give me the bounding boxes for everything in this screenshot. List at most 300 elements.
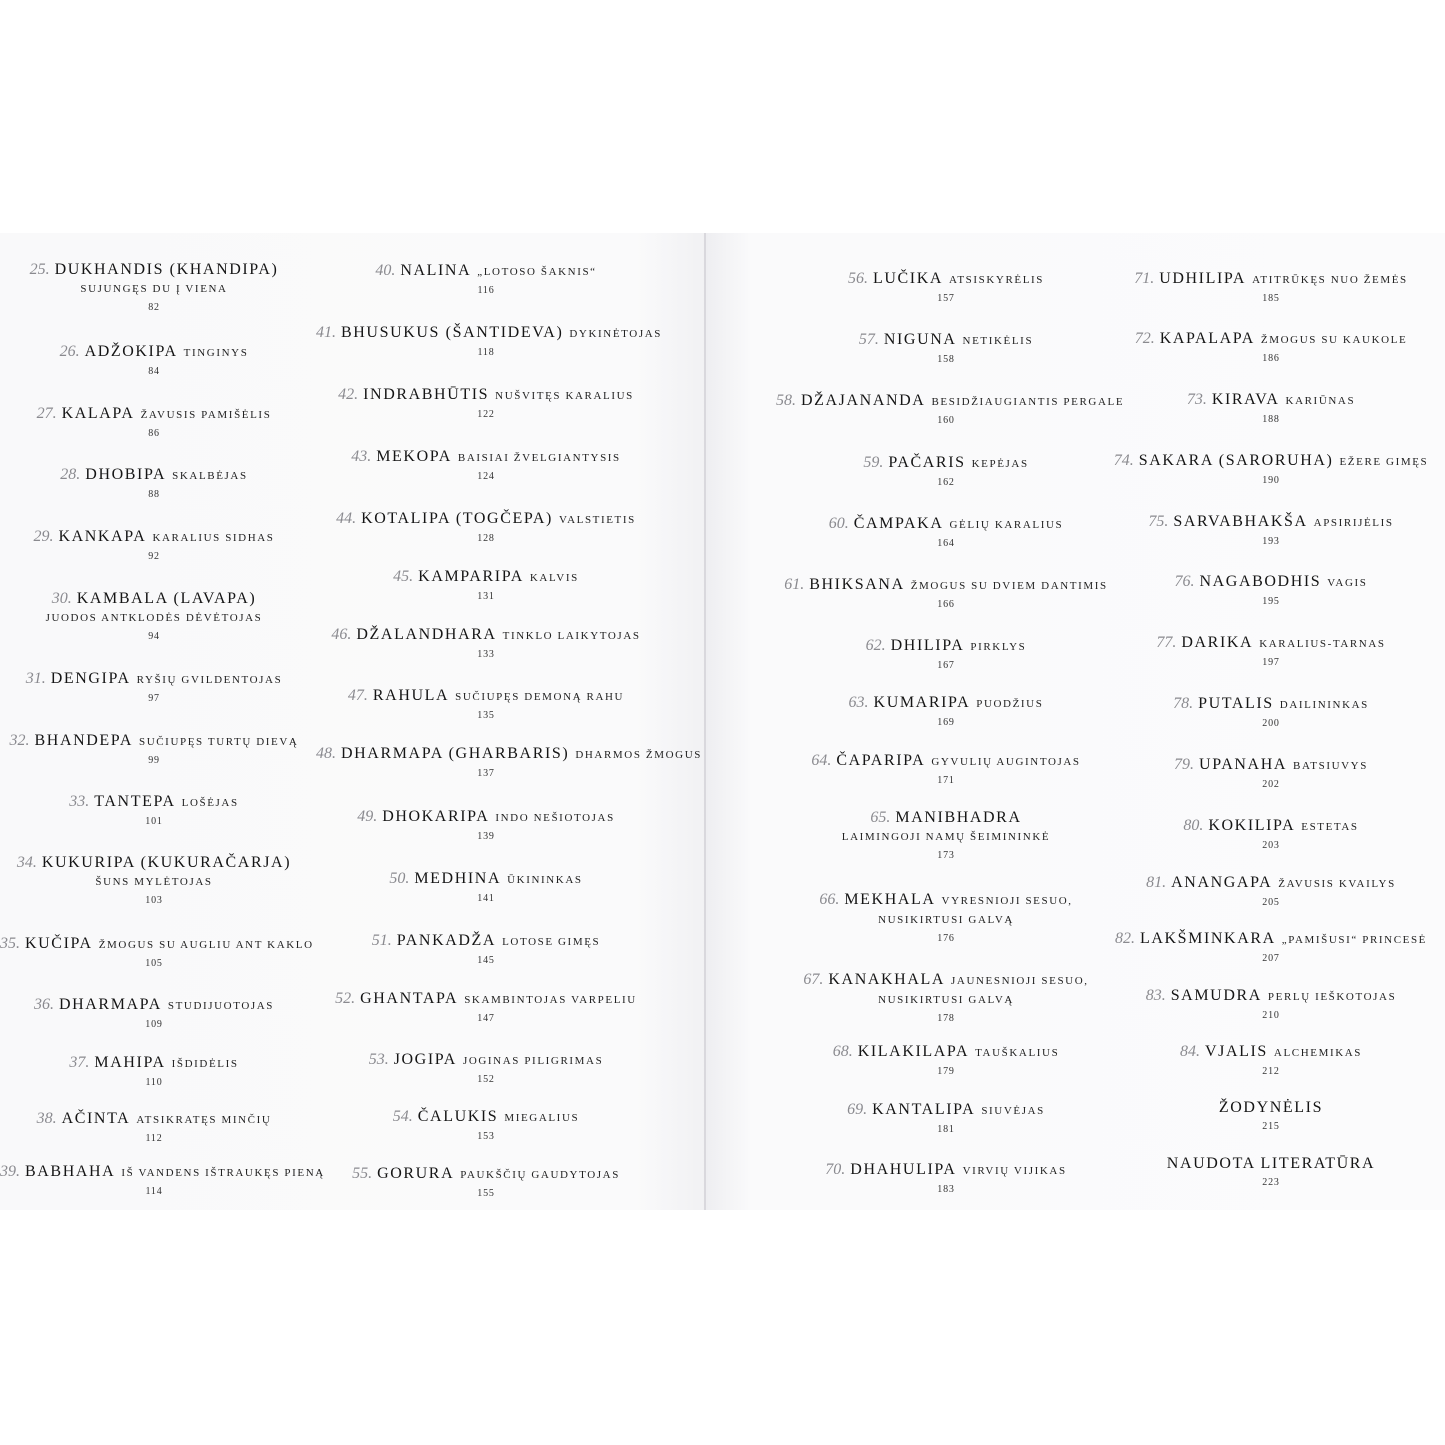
page-number: 207 [1262,953,1280,964]
name-epithet: ESTETAS [1301,821,1359,833]
mahasiddha-name: MEKOPA [376,448,452,465]
page-number: 164 [937,538,955,549]
name-epithet: LOŠĖJAS [181,797,239,809]
toc-entry [316,1049,656,1089]
chapter-number: 25. [29,261,50,278]
toc-entry [776,390,1125,430]
name-epithet: KALVIS [529,572,579,584]
toc-entry-title-line [316,446,656,468]
toc-entry [1106,872,1436,912]
chapter-number: 26. [59,343,80,360]
toc-entry [0,933,314,973]
toc-entry-title-line [316,1106,656,1128]
page-number: 212 [1262,1066,1280,1077]
chapter-number: 54. [392,1108,413,1125]
page-number: 112 [145,1133,163,1144]
name-epithet: STUDIJUOTOJAS [167,1000,275,1012]
toc-entry [776,750,1116,790]
toc-entry-title-line [776,969,1116,991]
mahasiddha-name: BABHAHA [25,1163,116,1180]
mahasiddha-name: BHUSUKUS (ŠANTIDEVA) [341,324,564,341]
chapter-number: 34. [16,854,37,871]
mahasiddha-name: BHANDEPA [34,732,133,749]
mahasiddha-name: NALINA [400,262,472,279]
page-number: 97 [148,693,160,704]
toc-entry-title-line [1106,1041,1436,1063]
mahasiddha-name: DHAHULIPA [850,1161,957,1178]
toc-entry-title-line [1106,450,1436,472]
mahasiddha-name: GORURA [377,1165,455,1182]
toc-entry-title-line [776,692,1116,714]
toc-entry [316,446,656,486]
toc-entry [316,322,662,362]
toc-entry [776,1041,1116,1081]
chapter-number: 69. [847,1101,868,1118]
mahasiddha-name: KAPALAPA [1159,330,1255,347]
toc-entry-title-line [0,526,308,548]
toc-entry [1106,389,1436,429]
toc-entry-title-line [776,1159,1116,1181]
name-epithet-continued: LAIMINGOJI NAMŲ ŠEIMININKĖ [841,831,1051,843]
mahasiddha-name: NAUDOTA LITERATŪRA [1166,1155,1376,1172]
toc-entry [776,635,1116,675]
toc-entry-title-line [316,384,656,406]
chapter-number: 43. [351,448,372,465]
mahasiddha-name: UPANAHA [1199,756,1288,773]
mahasiddha-name: DŽAJANANDA [801,392,926,409]
left-page [0,233,706,1210]
mahasiddha-name: ČAMPAKA [853,515,944,532]
page-number: 114 [145,1186,163,1197]
toc-entry-title-line [316,566,656,588]
mahasiddha-name: TANTEPA [94,793,176,810]
page-number: 84 [148,366,160,377]
chapter-number: 27. [36,405,57,422]
chapter-number: 72. [1134,330,1155,347]
chapter-number: 61. [784,576,805,593]
name-epithet: VAGIS [1327,577,1368,589]
toc-entry-title-line [776,452,1116,474]
mahasiddha-name: MAHIPA [94,1054,166,1071]
mahasiddha-name: ČAPARIPA [836,752,926,769]
page-number: 169 [937,717,955,728]
mahasiddha-name: KAMPARIPA [418,568,524,585]
toc-entry [0,403,308,443]
chapter-number: 74. [1113,452,1134,469]
name-epithet: JAUNESNIOJI SESUO, [951,975,1089,987]
toc-entry-title-line [0,791,308,813]
toc-entry-title-line [0,341,308,363]
toc-entry-title-line [776,268,1116,290]
name-epithet: GĖLIŲ KARALIUS [949,519,1064,531]
chapter-number: 59. [863,454,884,471]
toc-entry [0,852,308,910]
toc-entry [776,1099,1116,1139]
chapter-number: 83. [1145,987,1166,1004]
name-epithet: ALCHEMIKAS [1273,1047,1363,1059]
page-number: 158 [937,354,955,365]
chapter-number: 75. [1148,513,1169,530]
chapter-number: 81. [1146,874,1167,891]
name-epithet: IŠDIDĖLIS [171,1058,239,1070]
toc-entry [0,1052,308,1092]
name-epithet: PIRKLYS [970,641,1027,653]
page-number: 109 [145,1019,163,1030]
chapter-number: 30. [51,590,72,607]
mahasiddha-name: VJALIS [1204,1043,1268,1060]
chapter-number: 45. [393,568,414,585]
page-number: 116 [477,285,495,296]
chapter-number: 70. [825,1161,846,1178]
name-epithet: APSIRIJĖLIS [1313,517,1394,529]
page-number: 110 [145,1077,163,1088]
toc-entry-title-line [776,635,1116,657]
page-number: 157 [937,293,955,304]
toc-entry [776,268,1116,308]
toc-entry [0,526,308,566]
name-epithet: VYRESNIOJI SESUO, [941,895,1073,907]
toc-entry [776,807,1116,865]
mahasiddha-name: MANIBHADRA [895,809,1022,826]
chapter-number: 35. [0,935,20,952]
toc-entry [0,730,308,770]
page-number: 155 [477,1188,495,1199]
toc-entry-title-line [0,259,308,280]
mahasiddha-name: BHIKSANA [809,576,905,593]
page-number: 131 [477,591,495,602]
mahasiddha-name: LAKŠMINKARA [1139,930,1276,947]
mahasiddha-name: KANKAPA [58,528,147,545]
toc-entry-title-line [316,508,656,530]
page-number: 94 [148,631,160,642]
toc-column-2 [316,233,702,1210]
name-epithet: GYVULIŲ AUGINTOJAS [931,756,1081,768]
toc-entry-title-line [776,1041,1116,1063]
toc-entry-title-line [0,403,308,425]
mahasiddha-name: DHARMAPA (GHARBARIS) [341,745,570,762]
chapter-number: 44. [336,510,357,527]
toc-entry [316,868,656,908]
name-epithet: RYŠIŲ GVILDENTOJAS [136,674,283,686]
mahasiddha-name: MEDHINA [414,870,502,887]
toc-entry-title-line [0,933,314,955]
name-epithet: „PAMIŠUSI“ PRINCESĖ [1281,934,1428,946]
chapter-number: 42. [338,386,359,403]
name-epithet: SUČIUPĘS DEMONĄ RAHU [455,691,625,703]
toc-entry [776,574,1116,614]
name-epithet: INDO NEŠIOTOJAS [495,812,615,824]
toc-entry [776,329,1116,369]
toc-entry-title-line [1106,328,1436,350]
chapter-number: 82. [1114,930,1135,947]
mahasiddha-name: RAHULA [372,687,450,704]
mahasiddha-name: DARIKA [1181,634,1254,651]
toc-entry [1106,328,1436,368]
mahasiddha-name: KUČIPA [25,935,93,952]
name-epithet: KARALIUS SIDHAS [152,532,275,544]
page-number: 190 [1262,475,1280,486]
chapter-number: 67. [803,971,824,988]
mahasiddha-name: DHARMAPA [58,996,162,1013]
toc-entry [1106,450,1436,490]
page-number: 202 [1262,779,1280,790]
mahasiddha-name: DENGIPA [50,670,131,687]
mahasiddha-name: KANTALIPA [872,1101,976,1118]
toc-entry-title-line [776,390,1125,412]
name-epithet: NUŠVITĘS KARALIUS [495,390,634,402]
name-epithet: SUČIUPĘS TURTŲ DIEVĄ [138,736,299,748]
name-epithet: BATSIUVYS [1293,760,1368,772]
page-number: 200 [1262,718,1280,729]
page-number: 118 [477,347,495,358]
page-number: 145 [477,955,495,966]
right-page [706,233,1445,1210]
toc-entry-title-line [316,624,656,646]
toc-entry-title-line [1106,815,1436,837]
chapter-number: 65. [870,809,891,826]
chapter-number: 73. [1186,391,1207,408]
mahasiddha-name: JOGIPA [393,1051,457,1068]
chapter-number: 55. [352,1165,373,1182]
mahasiddha-name: PAČARIS [888,454,966,471]
page-number: 92 [148,551,160,562]
page-number: 203 [1262,840,1280,851]
mahasiddha-name: DŽALANDHARA [356,626,497,643]
page-number: 210 [1262,1010,1280,1021]
toc-entry [0,1161,325,1201]
chapter-number: 31. [25,670,46,687]
mahasiddha-name: KANAKHALA [828,971,946,988]
toc-entry-title-line [776,329,1116,351]
toc-entry-title-line [776,513,1116,535]
mahasiddha-name: NAGABODHIS [1199,573,1322,590]
toc-entry [1106,632,1436,672]
toc-entry [1106,511,1436,551]
page-number: 193 [1262,536,1280,547]
name-epithet: ŪKININKAS [507,874,583,886]
mahasiddha-name: SAKARA (SARORUHA) [1138,452,1334,469]
page-number: 105 [145,958,163,969]
name-epithet: SKALBĖJAS [172,470,248,482]
page-number: 195 [1262,596,1280,607]
toc-entry-title-line [776,750,1116,772]
page-number: 186 [1262,353,1280,364]
page-number: 160 [937,415,955,426]
mahasiddha-name: KIRAVA [1211,391,1280,408]
toc-entry-title-line [776,1099,1116,1121]
chapter-number: 39. [0,1163,20,1180]
page-number: 181 [937,1124,955,1135]
page-number: 162 [937,477,955,488]
toc-entry-title-line [776,889,1116,911]
name-epithet: DYKINĖTOJAS [569,328,662,340]
toc-entry-title-line [776,574,1116,596]
name-epithet: DAILININKAS [1279,699,1369,711]
page-number: 185 [1262,293,1280,304]
toc-column-1 [0,233,325,1210]
page-number: 86 [148,428,160,439]
toc-entry-title-line [1106,632,1436,654]
chapter-number: 28. [60,466,81,483]
name-epithet: JOGINAS PILIGRIMAS [462,1055,604,1067]
toc-entry [1106,1097,1436,1136]
mahasiddha-name: ANANGAPA [1171,874,1273,891]
toc-entry [316,930,656,970]
toc-entry [316,1106,656,1146]
name-epithet: BAISIAI ŽVELGIANTYSIS [457,452,621,464]
toc-entry-title-line [1106,268,1436,290]
toc-entry [776,452,1116,492]
toc-entry [1106,985,1436,1025]
toc-entry [1106,268,1436,308]
mahasiddha-name: ADŽOKIPA [84,343,178,360]
page-number: 135 [477,710,495,721]
mahasiddha-name: ČALUKIS [417,1108,499,1125]
toc-entry [0,259,308,317]
name-epithet: ATSISKYRĖLIS [949,274,1045,286]
toc-entry-title-line [0,668,308,690]
chapter-number: 49. [357,808,378,825]
chapter-number: 56. [847,270,868,287]
name-epithet: DHARMOS ŽMOGUS [575,749,702,761]
name-epithet-continued: SUJUNGĘS DU Į VIENA [80,283,228,295]
toc-entry-title-line [316,868,656,890]
toc-entry-title-line [316,685,656,707]
name-epithet: VALSTIETIS [558,514,636,526]
chapter-number: 57. [858,331,879,348]
page-number: 178 [937,1013,955,1024]
page-number: 133 [477,649,495,660]
chapter-number: 79. [1174,756,1195,773]
toc-entry [316,566,656,606]
toc-entry [316,260,656,300]
page-number: 173 [937,850,955,861]
toc-column-4 [1106,233,1436,1210]
chapter-number: 84. [1179,1043,1200,1060]
toc-entry-title-line [0,852,308,873]
mahasiddha-name: AČINTA [61,1110,131,1127]
name-epithet: ŽAVUSIS PAMIŠĖLIS [140,409,272,421]
name-epithet: PERLŲ IEŠKOTOJAS [1267,991,1397,1003]
mahasiddha-name: PUTALIS [1198,695,1274,712]
toc-entry [1106,571,1436,611]
toc-entry [1106,1153,1436,1192]
toc-entry-title-line [1106,1097,1436,1118]
name-epithet: SIUVĖJAS [981,1105,1045,1117]
toc-entry-title-line [0,588,308,609]
page-number: 99 [148,755,160,766]
page-number: 215 [1262,1121,1280,1132]
mahasiddha-name: SAMUDRA [1170,987,1262,1004]
chapter-number: 78. [1173,695,1194,712]
name-epithet: ŽMOGUS SU KAUKOLE [1260,334,1408,346]
toc-entry-title-line [316,743,702,765]
toc-entry-title-line [1106,985,1436,1007]
toc-entry [776,692,1116,732]
mahasiddha-name: KAMBALA (LAVAPA) [76,590,257,607]
toc-entry-title-line [1106,872,1436,894]
mahasiddha-name: INDRABHŪTIS [363,386,490,403]
mahasiddha-name: KILAKILAPA [857,1043,970,1060]
name-epithet: TINKLO LAIKYTOJAS [502,630,641,642]
page-number: 122 [477,409,495,420]
toc-entry [316,988,656,1028]
toc-entry-title-line [1106,511,1436,533]
toc-entry-title-line [1106,928,1436,950]
toc-entry [1106,693,1436,733]
chapter-number: 71. [1134,270,1155,287]
mahasiddha-name: KUKURIPA (KUKURAČARJA) [41,854,292,871]
mahasiddha-name: ŽODYNĖLIS [1218,1099,1324,1116]
page-number: 179 [937,1066,955,1077]
toc-entry [316,624,656,664]
toc-entry [316,1163,656,1203]
mahasiddha-name: MEKHALA [844,891,936,908]
page-number: 141 [477,893,495,904]
page-number: 147 [477,1013,495,1024]
name-epithet: KARALIUS-TARNAS [1259,638,1386,650]
chapter-number: 58. [776,392,796,409]
page-number: 188 [1262,414,1280,425]
mahasiddha-name: DHOBIPA [85,466,167,483]
toc-entry [1106,754,1436,794]
mahasiddha-name: KOTALIPA (TOGČEPA) [361,510,553,527]
name-epithet: ŽMOGUS SU DVIEM DANTIMIS [910,580,1108,592]
name-epithet: TAUŠKALIUS [975,1047,1060,1059]
page-number: 176 [937,933,955,944]
name-epithet: PUODŽIUS [976,698,1044,710]
toc-entry-title-line [316,806,656,828]
mahasiddha-name: PANKADŽA [396,932,497,949]
name-epithet: ŽAVUSIS KVAILYS [1278,878,1396,890]
toc-entry-title-line [316,1049,656,1071]
page-number: 171 [937,775,955,786]
name-epithet: ŽMOGUS SU AUGLIU ANT KAKLO [98,939,314,951]
toc-entry-title-line [316,930,656,952]
name-epithet: LOTOSE GIMĘS [502,936,601,948]
name-epithet: MIEGALIUS [504,1112,580,1124]
chapter-number: 41. [316,324,336,341]
chapter-number: 51. [371,932,392,949]
toc-entry-title-line [316,1163,656,1185]
page-number: 137 [477,768,495,779]
mahasiddha-name: GHANTAPA [360,990,459,1007]
name-epithet: IŠ VANDENS IŠTRAUKĘS PIENĄ [121,1167,325,1179]
page-number: 205 [1262,897,1280,908]
name-epithet: KEPĖJAS [971,458,1029,470]
toc-entry [0,341,308,381]
toc-entry [776,1159,1116,1199]
toc-entry-title-line [1106,389,1436,411]
chapter-number: 48. [316,745,336,762]
toc-entry [0,464,308,504]
name-epithet: „LOTOSO ŠAKNIS“ [477,266,597,278]
chapter-number: 50. [389,870,410,887]
page-number: 88 [148,489,160,500]
chapter-number: 40. [375,262,396,279]
toc-entry-title-line [1106,571,1436,593]
toc-entry-title-line [0,994,308,1016]
name-epithet: VIRVIŲ VIJIKAS [962,1165,1067,1177]
chapter-number: 36. [33,996,54,1013]
name-epithet-continued: JUODOS ANTKLODĖS DĖVĖTOJAS [45,612,263,624]
toc-entry [776,513,1116,553]
page-number: 103 [145,895,163,906]
mahasiddha-name: LUČIKA [872,270,944,287]
mahasiddha-name: DHILIPA [890,637,965,654]
toc-entry [316,743,702,783]
mahasiddha-name: KUMARIPA [873,694,971,711]
